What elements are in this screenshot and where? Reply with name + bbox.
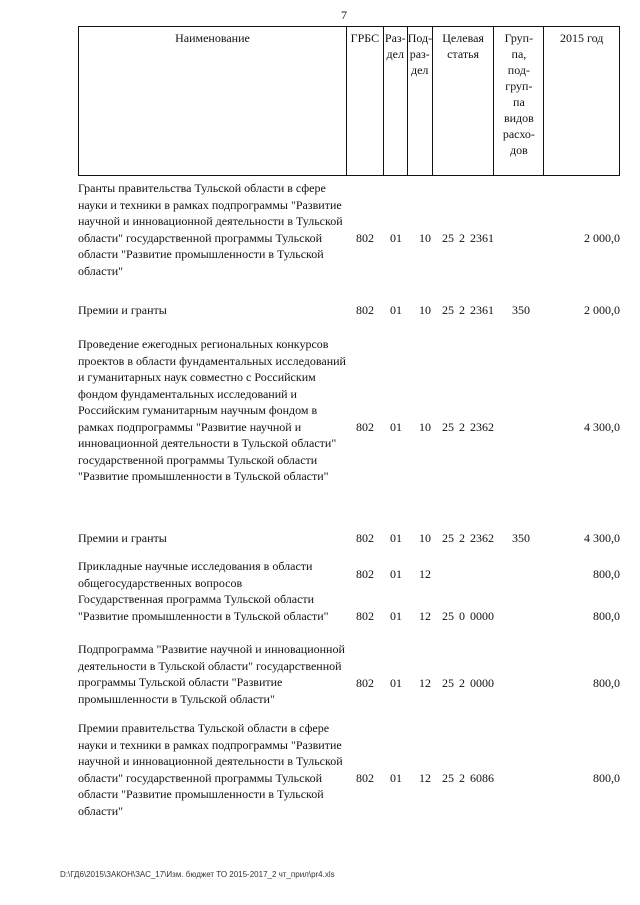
row-podrazdel: 12 — [419, 771, 431, 785]
row-grbs: 802 — [356, 771, 374, 785]
row-podrazdel: 10 — [419, 531, 431, 545]
row-value: 4 300,0 — [584, 531, 620, 545]
row-group: 350 — [512, 531, 530, 545]
row-target: 25 2 0000 — [442, 676, 494, 690]
row-podrazdel: 10 — [419, 303, 431, 317]
row-name: Премии правительства Тульской области в сфере науки и техники в рамках подпрограммы "Развитие научной и инновационной деятельности в Тульской области" государственной программы Тульской области "Развитие промышленности в Тульской области" — [78, 721, 343, 818]
page-number: 7 — [341, 8, 347, 22]
row-grbs: 802 — [356, 609, 374, 623]
row-razdel: 01 — [390, 567, 402, 581]
row-name: Премии и гранты — [78, 531, 167, 545]
header-year: 2015 год — [543, 27, 619, 175]
row-razdel: 01 — [390, 420, 402, 434]
row-grbs: 802 — [356, 676, 374, 690]
row-value: 2 000,0 — [584, 231, 620, 245]
header-name: Наименование — [175, 31, 250, 45]
row-name: Гранты правительства Тульской области в сфере науки и техники в рамках подпрограммы "Развитие научной и инновационной деятельности в Тульской области" государственной программы Тульской области "Развитие промышленности в Тульской области" — [78, 181, 343, 278]
row-podrazdel: 12 — [419, 676, 431, 690]
row-target: 25 0 0000 — [442, 609, 494, 623]
row-target: 25 2 6086 — [442, 771, 494, 785]
row-razdel: 01 — [390, 771, 402, 785]
row-podrazdel: 12 — [419, 609, 431, 623]
row-grbs: 802 — [356, 567, 374, 581]
row-name: Государственная программа Тульской области "Развитие промышленности в Тульской области" — [78, 592, 329, 623]
row-value: 800,0 — [593, 676, 620, 690]
row-name: Подпрограмма "Развитие научной и инновационной деятельности в Тульской области" государственной программы Тульской области "Развитие промышленности в Тульской области" — [78, 642, 345, 706]
row-grbs: 802 — [356, 231, 374, 245]
row-value: 800,0 — [593, 771, 620, 785]
row-podrazdel: 12 — [419, 567, 431, 581]
row-target: 25 2 2362 — [442, 531, 494, 545]
row-target: 25 2 2361 — [442, 231, 494, 245]
header-target: Целевая статья — [432, 27, 494, 175]
row-razdel: 01 — [390, 609, 402, 623]
header-grbs: ГРБС — [346, 27, 383, 175]
header-razdel: Раз- дел — [383, 27, 407, 175]
row-group: 350 — [512, 303, 530, 317]
row-name: Прикладные научные исследования в области общегосударственных вопросов — [78, 559, 313, 590]
row-value: 800,0 — [593, 609, 620, 623]
row-podrazdel: 10 — [419, 231, 431, 245]
row-grbs: 802 — [356, 420, 374, 434]
row-grbs: 802 — [356, 531, 374, 545]
row-razdel: 01 — [390, 231, 402, 245]
table-header — [78, 26, 620, 176]
row-razdel: 01 — [390, 676, 402, 690]
row-razdel: 01 — [390, 531, 402, 545]
row-podrazdel: 10 — [419, 420, 431, 434]
row-razdel: 01 — [390, 303, 402, 317]
row-name: Проведение ежегодных региональных конкурсов проектов в области фундаментальных исследований и гуманитарных наук совместно с Российским фондом фундаментальных исследований и Российским гуманитарным научным фондом в рамках подпрограммы "Развитие научной и инновационной деятельности в Тульской области" государственной программы Тульской области "Развитие промышленности в Тульской области" — [78, 337, 346, 483]
row-target: 25 2 2361 — [442, 303, 494, 317]
row-value: 2 000,0 — [584, 303, 620, 317]
file-path-footer: D:\ГД6\2015\ЗАКОН\ЗАС_17\Изм. бюджет ТО 2015-2017_2 чт_прил\pr4.xls — [60, 870, 335, 879]
row-grbs: 802 — [356, 303, 374, 317]
row-value: 4 300,0 — [584, 420, 620, 434]
header-group: Груп- па, под- груп- па видов расхо- дов — [493, 27, 543, 175]
header-podrazdel: Под- раз- дел — [407, 27, 432, 175]
row-name: Премии и гранты — [78, 303, 167, 317]
row-target: 25 2 2362 — [442, 420, 494, 434]
row-value: 800,0 — [593, 567, 620, 581]
